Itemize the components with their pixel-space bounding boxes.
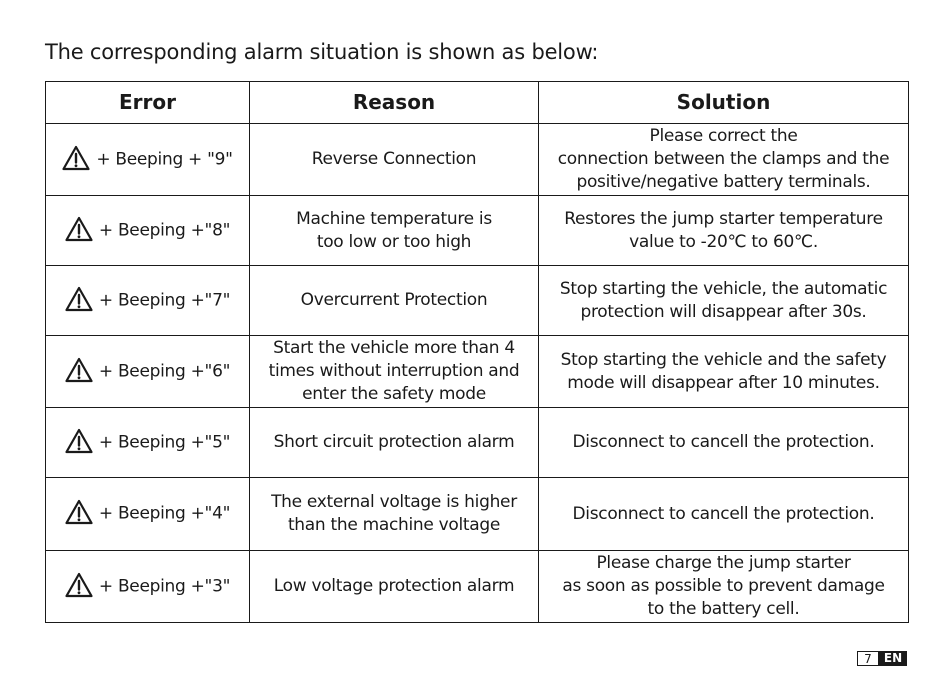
solution-line: value to -20℃ to 60℃. [629, 231, 818, 252]
solution-cell [539, 336, 909, 408]
error-cell [46, 266, 250, 336]
table-row [46, 551, 909, 623]
error-code: + Beeping + "9" [96, 149, 233, 169]
solution-line: positive/negative battery terminals. [576, 172, 871, 192]
warning-triangle-icon [65, 572, 93, 598]
solution-cell [539, 408, 909, 478]
reason-cell [250, 551, 539, 623]
error-cell [46, 196, 250, 266]
page-number: 7 [857, 651, 879, 666]
error-cell [46, 124, 250, 196]
error-code: + Beeping +"4" [98, 503, 231, 524]
solution-cell [539, 266, 909, 336]
table-row [46, 124, 909, 196]
solution-cell [539, 124, 909, 196]
page-badge [857, 651, 907, 666]
solution-cell [539, 478, 909, 551]
header-error: Error [46, 82, 250, 124]
error-cell [46, 551, 250, 623]
language-label: EN [879, 651, 907, 666]
error-code: + Beeping +"7" [98, 290, 231, 310]
solution-line: to the battery cell. [647, 599, 800, 619]
table-header-row [46, 82, 909, 124]
reason-line: The external voltage is higher [271, 492, 517, 512]
header-solution: Solution [539, 82, 909, 124]
solution-line: Stop starting the vehicle, the automatic [559, 278, 888, 299]
reason-line: Overcurrent Protection [300, 290, 488, 310]
warning-triangle-icon [65, 216, 93, 242]
error-cell [46, 408, 250, 478]
error-code: + Beeping +"3" [98, 576, 231, 596]
solution-line: Please charge the jump starter [596, 553, 851, 573]
table-row [46, 478, 909, 551]
error-code: + Beeping +"6" [98, 361, 231, 381]
reason-cell [250, 408, 539, 478]
reason-cell [250, 266, 539, 336]
alarm-table [45, 81, 909, 623]
warning-triangle-icon [65, 499, 93, 525]
table-row [46, 266, 909, 336]
reason-cell [250, 124, 539, 196]
solution-line: Disconnect to cancell the protection. [572, 432, 875, 452]
table-row [46, 196, 909, 266]
intro-heading: The corresponding alarm situation is shown as below: [45, 40, 599, 64]
solution-cell [539, 196, 909, 266]
table-row [46, 336, 909, 408]
warning-triangle-icon [65, 428, 93, 454]
header-reason: Reason [250, 82, 539, 124]
reason-line: Start the vehicle more than 4 [273, 338, 515, 358]
reason-cell [250, 196, 539, 266]
error-cell [46, 478, 250, 551]
solution-line: protection will disappear after 30s. [580, 301, 867, 322]
solution-line: connection between the clamps and the [557, 149, 890, 169]
reason-line: Low voltage protection alarm [273, 576, 515, 596]
error-cell [46, 336, 250, 408]
reason-line: times without interruption and [268, 361, 520, 381]
reason-line: Reverse Connection [311, 149, 477, 169]
solution-line: as soon as possible to prevent damage [562, 576, 885, 596]
reason-line: too low or too high [316, 231, 472, 252]
reason-cell [250, 336, 539, 408]
solution-line: Stop starting the vehicle and the safety [560, 349, 887, 370]
table-row [46, 408, 909, 478]
error-code: + Beeping +"8" [98, 220, 231, 240]
reason-line: enter the safety mode [302, 384, 486, 404]
reason-line: Short circuit protection alarm [273, 432, 515, 452]
reason-cell [250, 478, 539, 551]
reason-line: than the machine voltage [287, 515, 501, 535]
warning-triangle-icon [65, 357, 93, 383]
solution-line: Please correct the [649, 126, 798, 146]
reason-line: Machine temperature is [296, 208, 492, 229]
error-code: + Beeping +"5" [98, 432, 231, 452]
solution-line: Restores the jump starter temperature [564, 208, 883, 229]
warning-triangle-icon [65, 286, 93, 312]
warning-triangle-icon [62, 145, 90, 171]
solution-line: Disconnect to cancell the protection. [572, 503, 875, 524]
solution-line: mode will disappear after 10 minutes. [567, 372, 880, 393]
solution-cell [539, 551, 909, 623]
table-body [46, 124, 909, 623]
